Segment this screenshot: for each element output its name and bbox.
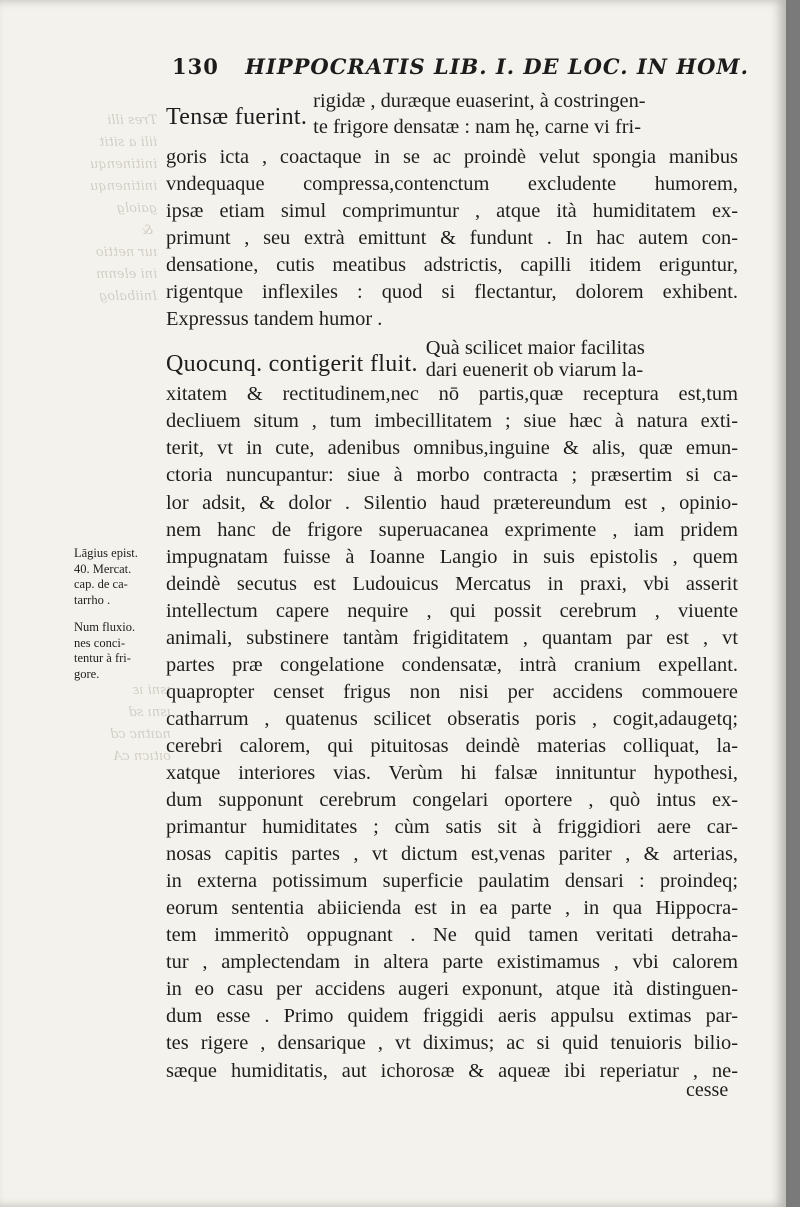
margin-note-line: Num fluxio. <box>74 620 136 634</box>
text-line: deindè secutus est Ludouicus Mercatus in praxi, vbi asserit <box>166 572 738 595</box>
text-line: dari euenerit ob viarum la- <box>425 359 644 382</box>
catchword: cesse <box>686 1079 729 1101</box>
text-line: xatque interiores vias. Verùm hi falsæ innituntur hypothesi, <box>166 761 738 784</box>
text-line: cerebri calorem, qui pituitosas deindè materias colliquat, la- <box>166 734 738 757</box>
lemma-quocunq: Quocunq. contigerit fluit. <box>166 351 418 378</box>
text-line: impugnatam fuisse à Ioanne Langio in suis epistolis , quem <box>166 545 738 568</box>
running-head <box>172 54 749 79</box>
text-line: vndequaque compressa,contenctum excludente humorem, <box>166 173 738 196</box>
text-line: terit, vt in cute, adenibus omnibus,inguine & alis, quæ emun- <box>166 437 738 460</box>
text-line: dum esse . Primo quidem friggidi aeris appulsu extimas par- <box>166 1005 738 1028</box>
text-line: decliuem situm , tum imbecillitatem ; siue hæc à natura exti- <box>166 410 738 433</box>
text-line: ipsæ etiam simul comprimuntur , atque ità humiditatem ex- <box>166 200 738 223</box>
text-line: primunt , seu extrà emittunt & fundunt . In hac autem con- <box>166 227 738 250</box>
text-line: dum supponunt cerebrum congelari oportere , quò intus ex- <box>166 789 738 812</box>
margin-note-line: tarrho . <box>74 592 111 607</box>
text-line: Quà scilicet maior facilitas <box>425 337 645 360</box>
margin-note-line: cap. de ca- <box>74 577 128 591</box>
margin-note-line: nes conci- <box>74 635 126 650</box>
lemma-commentary-2 <box>426 337 645 381</box>
margin-note-langius <box>74 546 160 608</box>
bleed-through-text-lower: ısni ıε ısnı sd naıtnc cd oıtıcn cA <box>110 683 171 764</box>
text-line: in externa potissimum superficie paulatim densari : proindeq; <box>166 870 738 893</box>
text-line: rigidæ , duræque euaserint, à costringen- <box>313 90 646 112</box>
text-line: catharrum , quatenus scilicet obseratis poris , cogit,adaugetq; <box>166 707 738 730</box>
text-line: sæque humiditatis, aut ichorosæ & aqueæ ibi reperiatur , ne- <box>166 1059 738 1082</box>
text-line: intellectum capere nequire , qui possit cerebrum , viuente <box>166 599 738 622</box>
text-line: xitatem & rectitudinem,nec nō partis,quæ receptura est,tum <box>166 383 738 406</box>
text-line: nem hanc de frigore superuacanea exprimente , iam pridem <box>166 518 738 541</box>
text-line: ctoria nuncupantur: siue à morbo contracta ; præsertim si ca- <box>166 464 738 487</box>
text-line: densatione, cutis meatibus adstrictis, capilli itidem eriguntur, <box>166 254 738 277</box>
margin-notes <box>74 546 160 694</box>
text-line: primantur humiditates ; cùm satis sit à friggidiori aere car- <box>166 816 738 839</box>
lemma-tensae-fuerint: Tensæ fuerint. <box>166 104 308 130</box>
text-line: rigentque inflexiles : quod si flectantur, dolorem exhibent. <box>166 281 738 304</box>
lemma-line-2 <box>166 337 738 381</box>
text-line: partes præ congelatione condensatæ, intrà cranium expellant. <box>166 653 738 676</box>
margin-note-line: 40. Mercat. <box>74 561 132 576</box>
margin-note-line: gore. <box>74 666 100 681</box>
text-line: quapropter censet frigus non nisi per accidens commouere <box>166 680 738 703</box>
text-line: lor adsit, & dolor . Silentio haud prætereundum est , opinio- <box>166 491 738 514</box>
margin-note-line: tentur à fri- <box>74 651 131 665</box>
margin-note-line: Lāgius epist. <box>74 546 138 560</box>
text-line: tes rigere , densarique , vt diximus; ac si quid tenuioris bilio- <box>166 1032 738 1055</box>
text-line: te frigore densatæ : nam hę, carne vi fri- <box>313 116 641 138</box>
text-line: goris icta , coactaque in se ac proindè velut spongia manibus <box>166 146 738 168</box>
lemma-line <box>166 88 738 138</box>
text-line: nosas capitis partes , vt dictum est,venas pariter , & arterias, <box>166 843 738 866</box>
text-line: in eo casu per accidens augeri exponunt, atque ità distinguen- <box>166 978 738 1001</box>
text-line: animali, substinere tantàm frigiditatem , quantam par est , vt <box>166 626 738 649</box>
main-text <box>166 88 738 1085</box>
text-line: eorum sententia abiicienda est in ea parte , in qua Hippocra- <box>166 897 738 920</box>
text-line: tem immeritò oppugnant . Ne quid tamen veritati detraha- <box>166 924 738 947</box>
margin-note-num-fluxiones <box>74 620 160 682</box>
page-number: 130 <box>172 54 219 79</box>
running-title: HIPPOCRATIS LIB. I. DE LOC. IN HOM. <box>245 54 749 79</box>
text-line: tur , amplectendam in altera parte existimamus , vbi calorem <box>166 951 738 974</box>
bleed-through-text: Tres illi iili a sitit initinenqu initinenqu gaiolg & ıur nettio ini elenm Iniibalog <box>90 113 158 304</box>
lemma-commentary <box>313 88 645 140</box>
text-line: Expressus tandem humor . <box>166 308 383 331</box>
